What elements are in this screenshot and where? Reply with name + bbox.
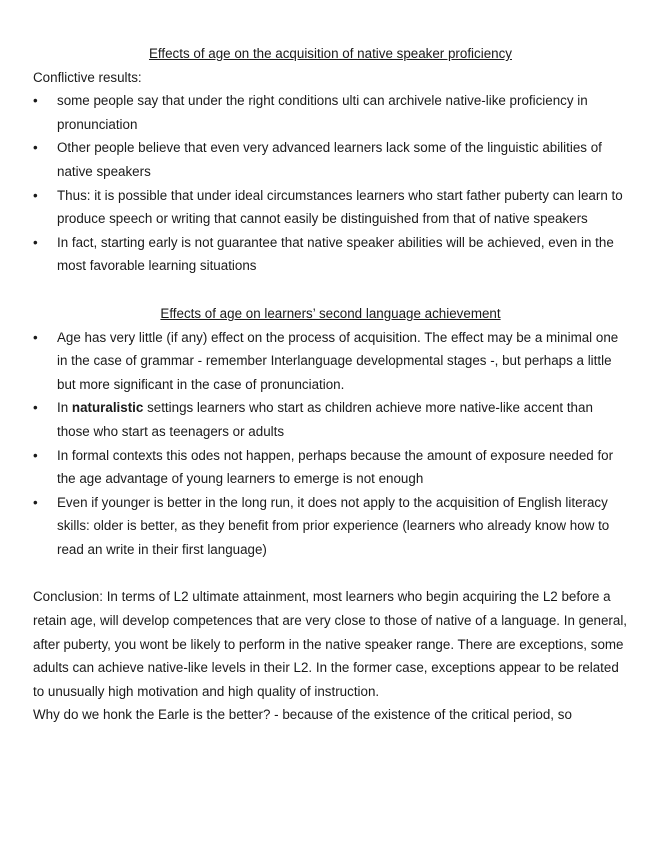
list-item: • In formal contexts this odes not happen, perhaps because the amount of exposure needed for the age advantage of young learners to emerge is not enough <box>33 444 628 491</box>
bullet-text-suffix: settings learners who start as children achieve more native-like accent than those who start as teenagers or adults <box>57 400 593 439</box>
list-item: • Age has very little (if any) effect on the process of acquisition. The effect may be a minimal one in the case of grammar - remember Interlanguage developmental stages -, but perhaps a little but more significant in the case of pronunciation. <box>33 326 628 397</box>
bullet-bold-term: naturalistic <box>71 400 144 416</box>
closing-question: Why do we honk the Earle is the better? - because of the existence of the critical period, so <box>33 707 572 723</box>
section1-bullet-list <box>33 89 628 278</box>
bullet-text-prefix: In <box>57 400 72 416</box>
spacer <box>33 561 628 585</box>
spacer <box>33 278 628 302</box>
section2-bullet-list <box>33 326 628 562</box>
list-item: • Even if younger is better in the long run, it does not apply to the acquisition of English literacy skills: older is better, as they benefit from prior experience (learners who already know how to read an write in their first language) <box>33 491 628 562</box>
conclusion-paragraph: Conclusion: In terms of L2 ultimate attainment, most learners who begin acquiring the L2 before a retain age, will develop competences that are very close to those of native of a language. In general, after puberty, you wont be likely to perform in the native speaker range. There are exceptions, some adults can achieve native-like levels in their L2. In the former case, exceptions appear to be related to unusually high motivation and high quality of instruction. <box>33 589 628 699</box>
list-item: • In fact, starting early is not guarantee that native speaker abilities will be achieved, even in the most favorable learning situations <box>33 231 628 278</box>
section1-intro: Conflictive results: <box>33 69 142 85</box>
document-page <box>33 42 628 727</box>
list-item <box>33 396 628 443</box>
section1-heading: Effects of age on the acquisition of native speaker proficiency <box>148 46 512 61</box>
list-item: • some people say that under the right conditions ulti can archivele native-like proficiency in pronunciation <box>33 89 628 136</box>
section2-heading: Effects of age on learners’ second language achievement <box>160 305 501 321</box>
list-item: • Thus: it is possible that under ideal circumstances learners who start father puberty can learn to produce speech or writing that cannot easily be distinguished from that of native speakers <box>33 184 628 231</box>
list-item: • Other people believe that even very advanced learners lack some of the linguistic abilities of native speakers <box>33 136 628 183</box>
